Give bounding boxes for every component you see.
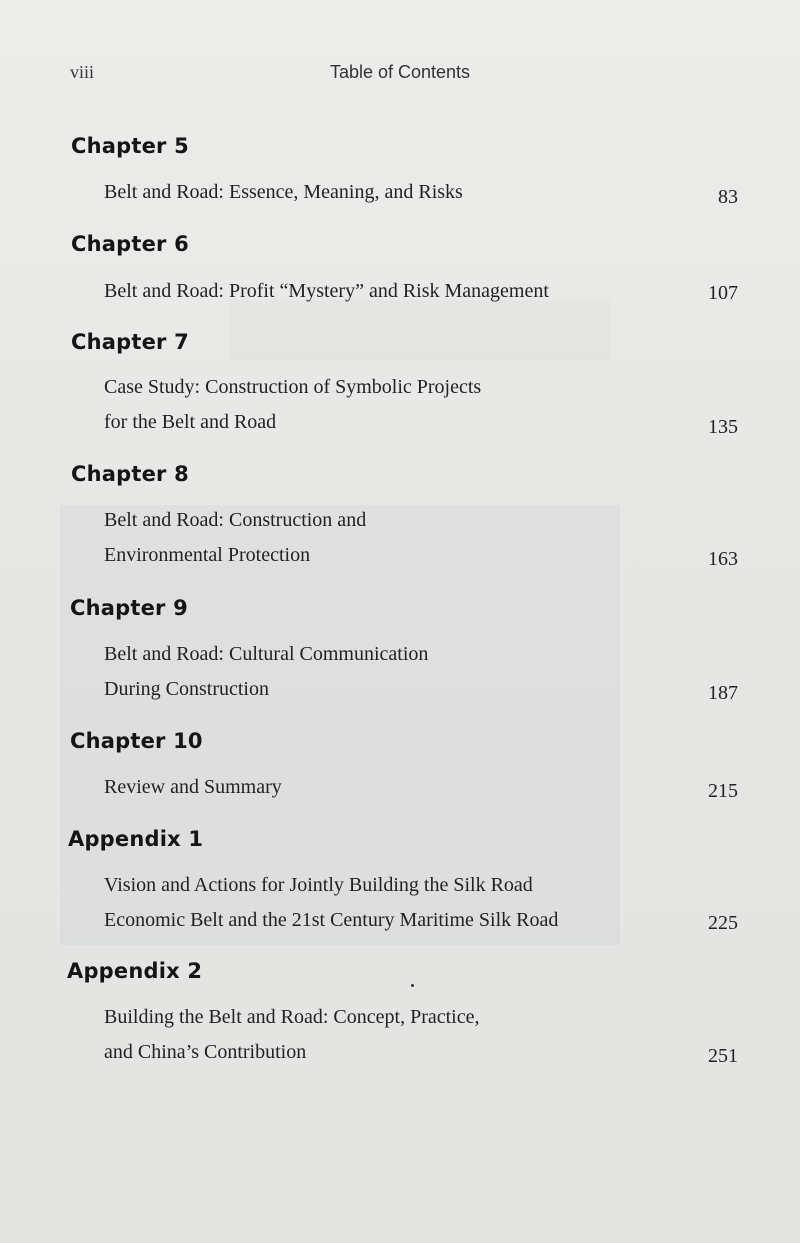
toc-title-line: Economic Belt and the 21st Century Maritime Silk Road xyxy=(104,909,559,931)
toc-heading-chapter-5: Chapter 5 xyxy=(71,134,189,158)
toc-heading-appendix-1: Appendix 1 xyxy=(68,827,204,851)
toc-title-line: Belt and Road: Profit “Mystery” and Risk Management xyxy=(104,280,549,302)
page-number: viii xyxy=(70,62,95,82)
toc-title-line: Vision and Actions for Jointly Building the Silk Road xyxy=(104,874,533,896)
toc-page-number: 163 xyxy=(708,548,738,570)
toc-title-line: Case Study: Construction of Symbolic Projects xyxy=(104,376,482,398)
toc-title-line: Belt and Road: Cultural Communication xyxy=(104,643,429,665)
toc-page-number: 251 xyxy=(708,1045,738,1067)
ink-speck xyxy=(411,984,414,987)
toc-heading-chapter-9: Chapter 9 xyxy=(70,596,188,620)
toc-title-line: Review and Summary xyxy=(104,776,282,798)
toc-heading-chapter-6: Chapter 6 xyxy=(71,232,189,256)
toc-page-number: 107 xyxy=(708,282,738,304)
toc-page-number: 83 xyxy=(718,186,738,208)
toc-title-line: and China’s Contribution xyxy=(104,1041,307,1063)
toc-page-number: 187 xyxy=(708,682,738,704)
toc-page-number: 225 xyxy=(708,912,738,934)
toc-title-line: for the Belt and Road xyxy=(104,411,277,433)
toc-page-number: 135 xyxy=(708,416,738,438)
toc-title-line: Building the Belt and Road: Concept, Practice, xyxy=(104,1006,480,1028)
running-head-title: Table of Contents xyxy=(329,62,471,82)
toc-heading-chapter-8: Chapter 8 xyxy=(71,462,189,486)
toc-title-line: Belt and Road: Construction and xyxy=(104,509,367,531)
toc-heading-chapter-7: Chapter 7 xyxy=(71,330,189,354)
toc-heading-chapter-10: Chapter 10 xyxy=(70,729,203,753)
toc-title-line: Environmental Protection xyxy=(104,544,311,566)
toc-title-line: Belt and Road: Essence, Meaning, and Risks xyxy=(104,181,463,203)
toc-heading-appendix-2: Appendix 2 xyxy=(67,959,203,983)
toc-page-number: 215 xyxy=(708,780,738,802)
toc-title-line: During Construction xyxy=(104,678,269,700)
